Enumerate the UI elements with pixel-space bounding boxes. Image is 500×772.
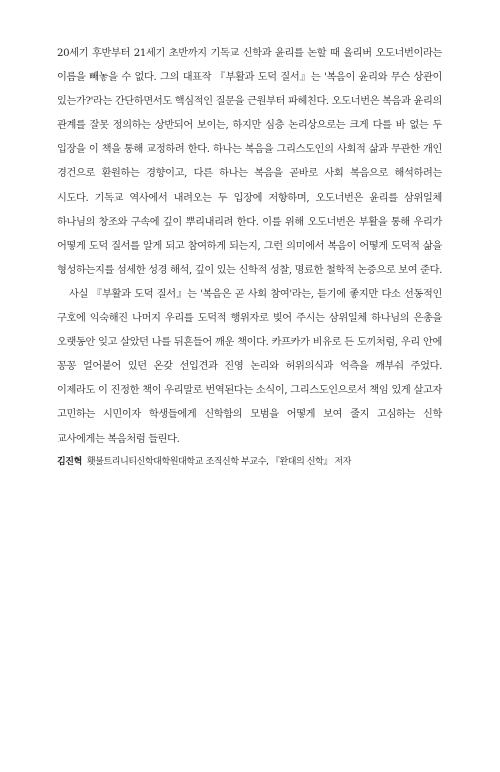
review-paragraph-1: 20세기 후반부터 21세기 초반까지 기독교 신학과 윤리를 논할 때 올리버 오도너번이라는 이름을 빼놓을 수 없다. 그의 대표작 『부활과 도덕 질서』는 '복음이 윤리와 무슨 상관이 있는가?'라는 간단하면서도 핵심적인 질문을 근원부터 파헤친다. 오도너번은 복음과 윤리의 관계를 잘못 정의하는 상반되어 보이는, 하지만 심층 논리상으로는 크게 다를 바 없는 두 입장을 이 책을 통해 교정하려 한다. 하나는 복음을 그리스도인의 사회적 삶과 무관한 개인 경건으로 환원하는 경향이고, 다른 하나는 복음을 곧바로 사회 복음으로 해석하려는 시도다. 기독교 역사에서 내려오는 두 입장에 저항하며, 오도너번은 윤리를 삼위일체 하나님의 창조와 구속에 깊이 뿌리내리려 한다. 이를 위해 오도너번은 부활을 통해 우리가 어떻게 도덕 질서를 알게 되고 참여하게 되는지, 그런 의미에서 복음이 어떻게 도덕적 삶을 형성하는지를 섬세한 성경 해석, 깊이 있는 신학적 성찰, 명료한 철학적 논증으로 보여 준다. — [57, 48, 443, 276]
reviewer-byline — [57, 452, 442, 472]
review-page — [57, 42, 442, 472]
reviewer-name: 김진혁 — [57, 456, 82, 467]
review-paragraph-2: 사실 『부활과 도덕 질서』는 '복음은 곧 사회 참여'라는, 듣기에 좋지만 다소 선동적인 구호에 익숙해진 나머지 우리를 도덕적 행위자로 빚어 주시는 삼위일체 하나님의 은총을 오랫동안 잊고 살았던 나를 뒤흔들어 깨운 책이다. 카프카가 비유로 든 도끼처럼, 우리 안에 꽁꽁 얼어붙어 있던 온갖 선입견과 진영 논리와 허위의식과 억측을 깨부숴 주었다. 이제라도 이 진정한 책이 우리말로 번역된다는 소식이, 그리스도인으로서 책임 있게 살고자 고민하는 시민이자 학생들에게 신학함의 모범을 어떻게 보여 줄지 고심하는 신학 교사에게는 복음처럼 들린다. — [57, 288, 442, 445]
reviewer-affiliation: 횃불트리니티신학대학원대학교 조직신학 부교수, 『완대의 신학』 저자 — [86, 456, 352, 467]
